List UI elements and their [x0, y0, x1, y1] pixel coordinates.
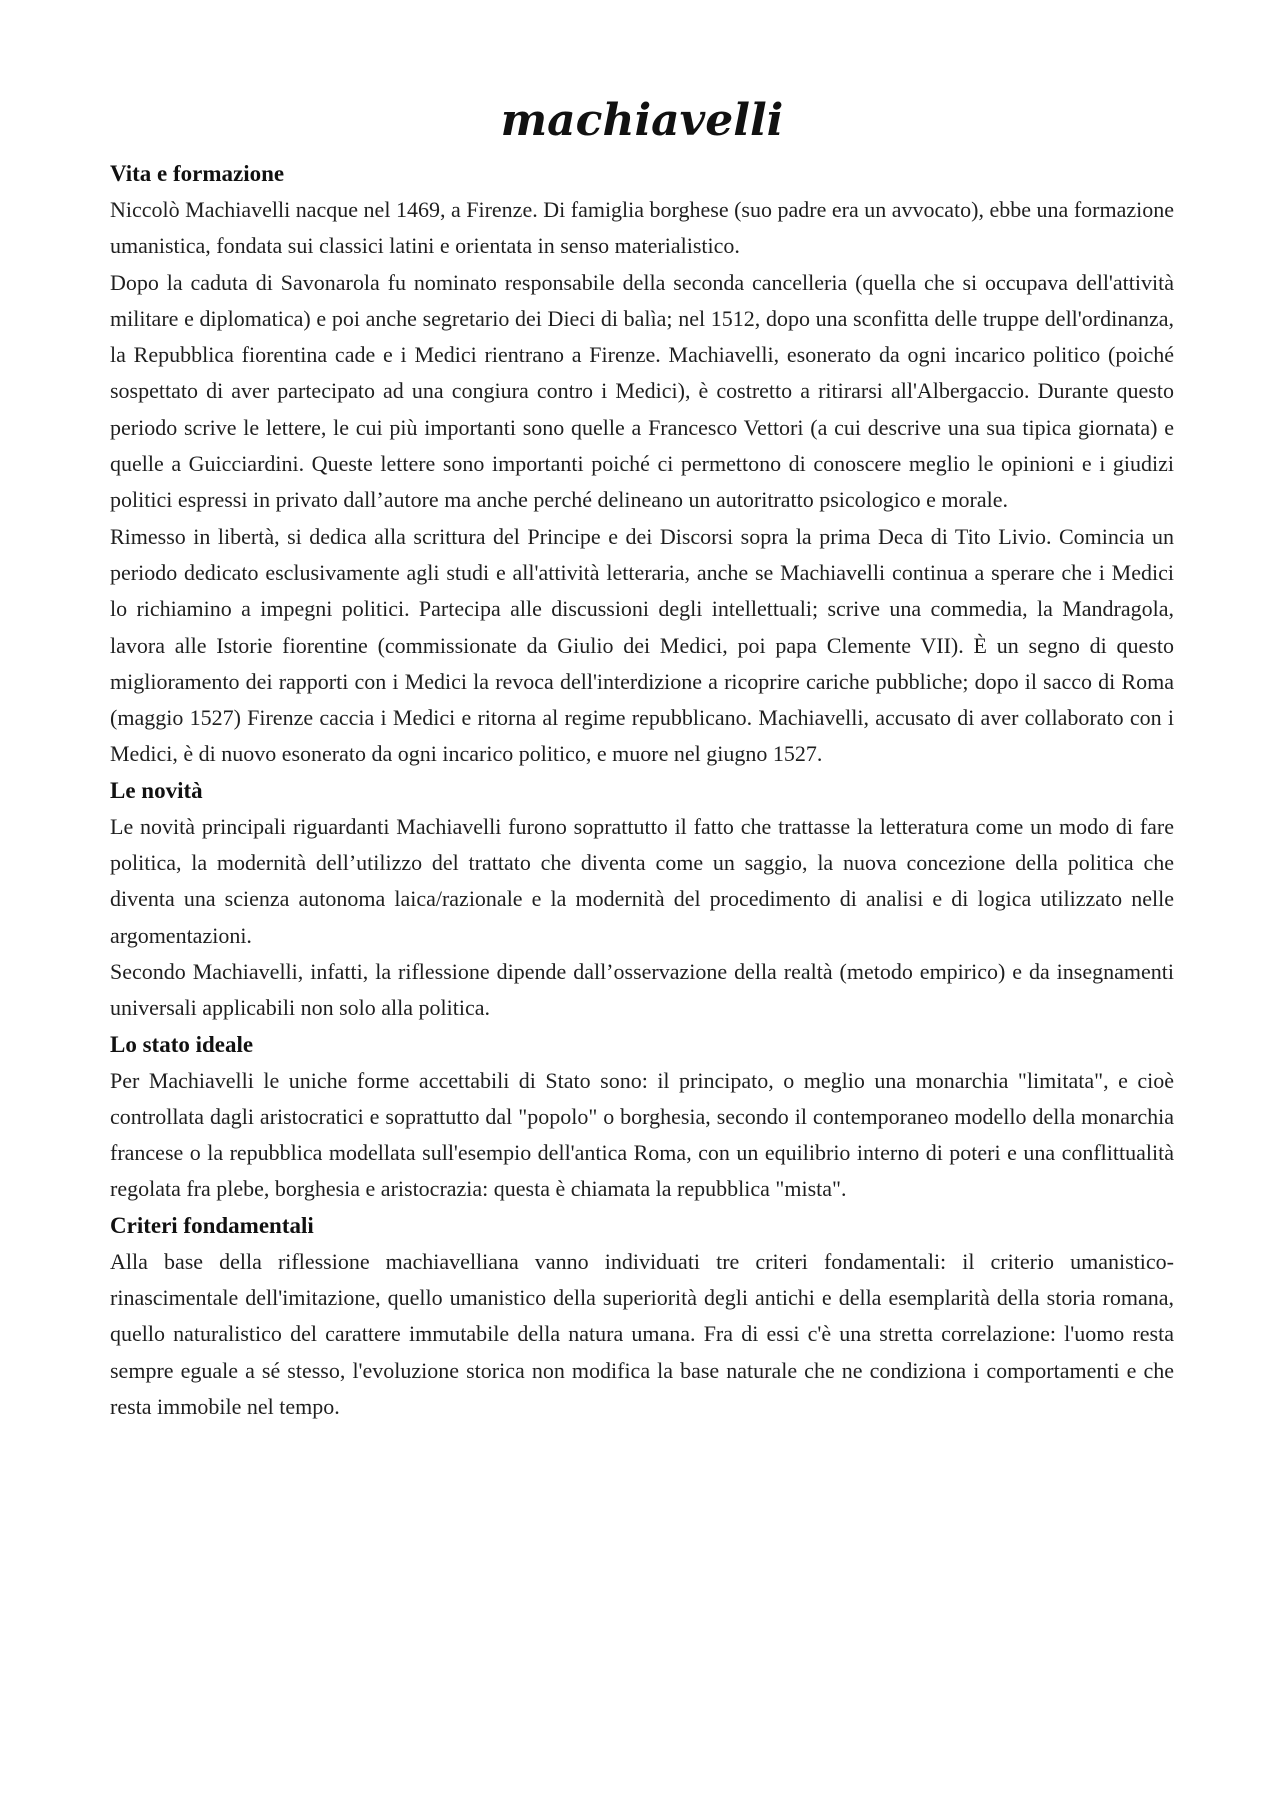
paragraph: Rimesso in libertà, si dedica alla scrittura del Principe e dei Discorsi sopra la prima Deca di Tito Livio. Comincia un periodo dedicato esclusivamente agli studi e all'attività letteraria, anche se Machiavelli continua a sperare che i Medici lo richiamino a impegni politici. Partecipa alle discussioni degli intellettuali; scrive una commedia, la Mandragola, lavora alle Istorie fiorentine (commissionate da Giulio dei Medici, poi papa Clemente VII). È un segno di questo miglioramento dei rapporti con i Medici la revoca dell'interdizione a ricoprire cariche pubbliche; dopo il sacco di Roma (maggio 1527) Firenze caccia i Medici e ritorna al regime repubblicano. Machiavelli, accusato di aver collaborato con i Medici, è di nuovo esonerato da ogni incarico politico, e muore nel giugno 1527. — [110, 523, 1174, 767]
paragraph: Niccolò Machiavelli nacque nel 1469, a Firenze. Di famiglia borghese (suo padre era un avvocato), ebbe una formazione umanistica, fondata sui classici latini e orientata in senso materialistico. — [110, 197, 1174, 259]
paragraph: Secondo Machiavelli, infatti, la riflessione dipende dall’osservazione della realtà (metodo empirico) e da insegnamenti universali applicabili non solo alla politica. — [110, 958, 1174, 1021]
document-title: machiavelli — [500, 95, 784, 146]
paragraph: Alla base della riflessione machiavelliana vanno individuati tre criteri fondamentali: il criterio umanistico-rinascimentale dell'imitazione, quello umanistico della superiorità degli antichi e della esemplarità della storia romana, quello naturalistico del carattere immutabile della natura umana. Fra di essi c'è una stretta correlazione: l'uomo resta sempre eguale a sé stesso, l'evoluzione storica non modifica la base naturale che ne condiziona i comportamenti e che resta immobile nel tempo. — [110, 1248, 1174, 1419]
section-heading: Criteri fondamentali — [110, 1212, 314, 1238]
section-criteri-fondamentali — [110, 1208, 1174, 1425]
section-le-novita — [110, 773, 1174, 1027]
section-heading: Le novità — [110, 777, 203, 803]
section-vita-e-formazione — [110, 156, 1174, 773]
document-page — [110, 92, 1174, 1425]
section-heading: Lo stato ideale — [110, 1031, 254, 1057]
section-lo-stato-ideale — [110, 1027, 1174, 1208]
paragraph: Per Machiavelli le uniche forme accettabili di Stato sono: il principato, o meglio una monarchia "limitata", e cioè controllata dagli aristocratici e soprattutto dal "popolo" o borghesia, secondo il contemporaneo modello della monarchia francese o la repubblica modellata sull'esempio dell'antica Roma, con un equilibrio interno di poteri e una conflittualità regolata fra plebe, borghesia e aristocrazia: questa è chiamata la repubblica "mista". — [110, 1067, 1174, 1202]
section-heading: Vita e formazione — [110, 161, 285, 186]
paragraph: Dopo la caduta di Savonarola fu nominato responsabile della seconda cancelleria (quella che si occupava dell'attività militare e diplomatica) e poi anche segretario dei Dieci di balìa; nel 1512, dopo una sconfitta delle truppe dell'ordinanza, la Repubblica fiorentina cade e i Medici rientrano a Firenze. Machiavelli, esonerato da ogni incarico politico (poiché sospettato di aver partecipato ad una congiura contro i Medici), è costretto a ritirarsi all'Albergaccio. Durante questo periodo scrive le lettere, le cui più importanti sono quelle a Francesco Vettori (a cui descrive una sua tipica giornata) e quelle a Guicciardini. Queste lettere sono importanti poiché ci permettono di conoscere meglio le opinioni e i giudizi politici espressi in privato dall’autore ma anche perché delineano un autoritratto psicologico e morale. — [110, 269, 1174, 513]
paragraph: Le novità principali riguardanti Machiavelli furono soprattutto il fatto che trattasse la letteratura come un modo di fare politica, la modernità dell’utilizzo del trattato che diventa come un saggio, la nuova concezione della politica che diventa una scienza autonoma laica/razionale e la modernità del procedimento di analisi e di logica utilizzato nelle argomentazioni. — [110, 813, 1174, 948]
